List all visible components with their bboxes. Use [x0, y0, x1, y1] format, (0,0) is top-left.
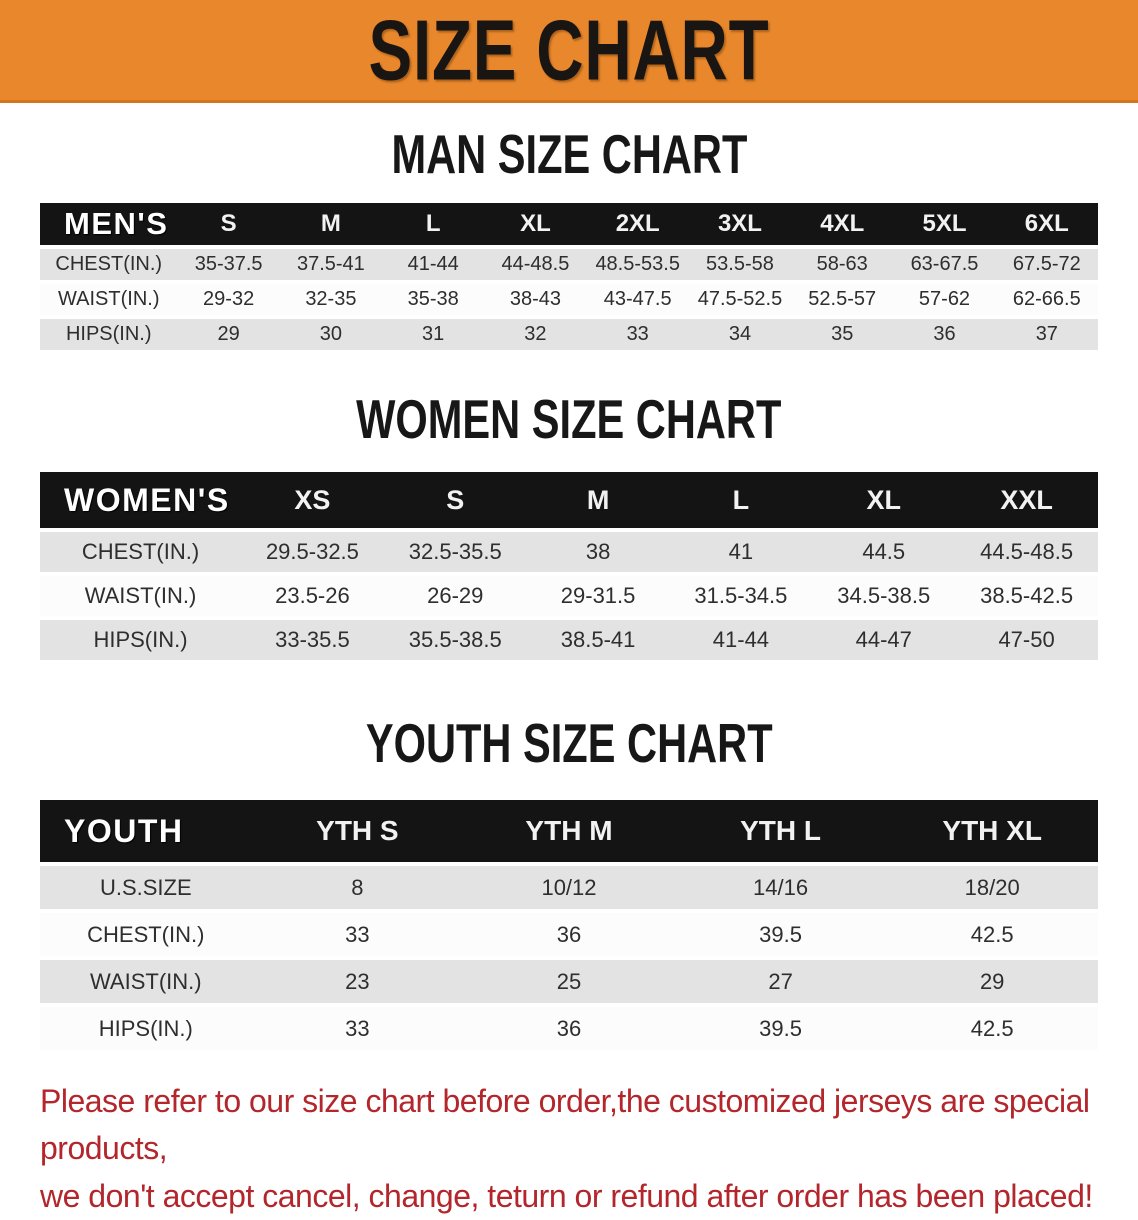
women-hips-cell: 33-35.5 [241, 620, 384, 660]
banner [0, 0, 1138, 103]
men-waist-cell: 47.5-52.5 [689, 284, 791, 315]
youth-section-title [0, 713, 1138, 775]
men-waist-cell: 43-47.5 [587, 284, 689, 315]
youth-waist-row [40, 960, 1098, 1003]
women-chest-cell: 41 [670, 532, 813, 572]
youth-ussize-cell: 14/16 [675, 866, 887, 909]
youth-hips-cell: 39.5 [675, 1007, 887, 1050]
women-size-column-header: XXL [955, 472, 1098, 528]
men-section-title-text: MAN SIZE CHART [391, 124, 747, 186]
women-waist-cell: 34.5-38.5 [812, 576, 955, 616]
men-hips-cell: 30 [280, 319, 382, 350]
men-hips-row [40, 319, 1098, 350]
men-size-column-header: M [280, 203, 382, 245]
women-size-table [40, 468, 1098, 664]
women-section-title-text: WOMEN SIZE CHART [356, 389, 782, 451]
men-hips-cell: 31 [382, 319, 484, 350]
men-group-label: MEN'S [40, 203, 178, 245]
men-waist-row [40, 284, 1098, 315]
men-waist-cell: 35-38 [382, 284, 484, 315]
women-chest-cell: 29.5-32.5 [241, 532, 384, 572]
youth-chest-row [40, 913, 1098, 956]
women-size-column-header: M [527, 472, 670, 528]
women-waist-cell: 23.5-26 [241, 576, 384, 616]
women-waist-row-label: WAIST(IN.) [40, 576, 241, 616]
men-chest-cell: 44-48.5 [484, 249, 586, 280]
youth-chest-cell: 39.5 [675, 913, 887, 956]
men-size-column-header: S [178, 203, 280, 245]
youth-ussize-row-label: U.S.SIZE [40, 866, 252, 909]
youth-ussize-cell: 8 [252, 866, 464, 909]
youth-hips-cell: 33 [252, 1007, 464, 1050]
women-section-title [0, 389, 1138, 451]
men-chest-cell: 53.5-58 [689, 249, 791, 280]
women-chest-cell: 44.5-48.5 [955, 532, 1098, 572]
men-hips-cell: 33 [587, 319, 689, 350]
men-hips-cell: 35 [791, 319, 893, 350]
men-size-column-header: 6XL [996, 203, 1098, 245]
women-size-column-header: L [670, 472, 813, 528]
men-chest-cell: 63-67.5 [893, 249, 995, 280]
women-chest-cell: 32.5-35.5 [384, 532, 527, 572]
men-size-column-header: XL [484, 203, 586, 245]
banner-title: SIZE CHART [368, 1, 770, 98]
youth-size-column-header: YTH S [252, 800, 464, 862]
men-size-column-header: 2XL [587, 203, 689, 245]
men-chest-cell: 48.5-53.5 [587, 249, 689, 280]
disclaimer-line-1: Please refer to our size chart before order,the customized jerseys are special products, [40, 1083, 1090, 1167]
youth-header-row [40, 800, 1098, 862]
men-chest-cell: 41-44 [382, 249, 484, 280]
women-hips-cell: 47-50 [955, 620, 1098, 660]
women-chest-row [40, 532, 1098, 572]
youth-chest-cell: 36 [463, 913, 675, 956]
men-size-column-header: 3XL [689, 203, 791, 245]
men-section-title [0, 124, 1138, 186]
youth-group-label: YOUTH [40, 800, 252, 862]
women-waist-cell: 26-29 [384, 576, 527, 616]
youth-chest-row-label: CHEST(IN.) [40, 913, 252, 956]
youth-section-title-text: YOUTH SIZE CHART [365, 713, 773, 775]
women-group-label: WOMEN'S [40, 472, 241, 528]
men-size-column-header: L [382, 203, 484, 245]
youth-hips-cell: 42.5 [886, 1007, 1098, 1050]
women-header-row [40, 472, 1098, 528]
men-hips-cell: 29 [178, 319, 280, 350]
women-waist-cell: 38.5-42.5 [955, 576, 1098, 616]
men-waist-cell: 62-66.5 [996, 284, 1098, 315]
women-hips-row [40, 620, 1098, 660]
men-chest-cell: 58-63 [791, 249, 893, 280]
women-waist-cell: 31.5-34.5 [670, 576, 813, 616]
women-hips-cell: 44-47 [812, 620, 955, 660]
women-chest-row-label: CHEST(IN.) [40, 532, 241, 572]
youth-waist-cell: 27 [675, 960, 887, 1003]
women-hips-row-label: HIPS(IN.) [40, 620, 241, 660]
youth-waist-cell: 25 [463, 960, 675, 1003]
men-chest-row-label: CHEST(IN.) [40, 249, 178, 280]
men-chest-cell: 37.5-41 [280, 249, 382, 280]
men-chest-cell: 67.5-72 [996, 249, 1098, 280]
youth-size-table [40, 796, 1098, 1054]
youth-ussize-cell: 10/12 [463, 866, 675, 909]
youth-hips-row [40, 1007, 1098, 1050]
youth-hips-row-label: HIPS(IN.) [40, 1007, 252, 1050]
youth-size-column-header: YTH M [463, 800, 675, 862]
men-hips-cell: 34 [689, 319, 791, 350]
men-hips-cell: 32 [484, 319, 586, 350]
women-waist-cell: 29-31.5 [527, 576, 670, 616]
women-waist-row [40, 576, 1098, 616]
men-hips-cell: 36 [893, 319, 995, 350]
women-hips-cell: 41-44 [670, 620, 813, 660]
men-chest-cell: 35-37.5 [178, 249, 280, 280]
youth-ussize-row [40, 866, 1098, 909]
men-size-table [40, 199, 1098, 354]
men-size-column-header: 5XL [893, 203, 995, 245]
youth-waist-cell: 29 [886, 960, 1098, 1003]
women-size-column-header: XL [812, 472, 955, 528]
men-waist-cell: 38-43 [484, 284, 586, 315]
men-hips-cell: 37 [996, 319, 1098, 350]
men-chest-row [40, 249, 1098, 280]
women-hips-cell: 38.5-41 [527, 620, 670, 660]
women-size-column-header: S [384, 472, 527, 528]
men-waist-row-label: WAIST(IN.) [40, 284, 178, 315]
men-waist-cell: 57-62 [893, 284, 995, 315]
youth-ussize-cell: 18/20 [886, 866, 1098, 909]
youth-size-column-header: YTH L [675, 800, 887, 862]
women-hips-cell: 35.5-38.5 [384, 620, 527, 660]
men-size-column-header: 4XL [791, 203, 893, 245]
men-hips-row-label: HIPS(IN.) [40, 319, 178, 350]
disclaimer-line-2: we don't accept cancel, change, teturn or refund after order has been placed! [40, 1177, 1093, 1214]
women-chest-cell: 44.5 [812, 532, 955, 572]
youth-chest-cell: 33 [252, 913, 464, 956]
men-waist-cell: 29-32 [178, 284, 280, 315]
women-chest-cell: 38 [527, 532, 670, 572]
women-size-column-header: XS [241, 472, 384, 528]
men-header-row [40, 203, 1098, 245]
men-waist-cell: 52.5-57 [791, 284, 893, 315]
youth-size-column-header: YTH XL [886, 800, 1098, 862]
youth-waist-row-label: WAIST(IN.) [40, 960, 252, 1003]
youth-chest-cell: 42.5 [886, 913, 1098, 956]
youth-waist-cell: 23 [252, 960, 464, 1003]
disclaimer-text [40, 1078, 1118, 1220]
youth-hips-cell: 36 [463, 1007, 675, 1050]
men-waist-cell: 32-35 [280, 284, 382, 315]
